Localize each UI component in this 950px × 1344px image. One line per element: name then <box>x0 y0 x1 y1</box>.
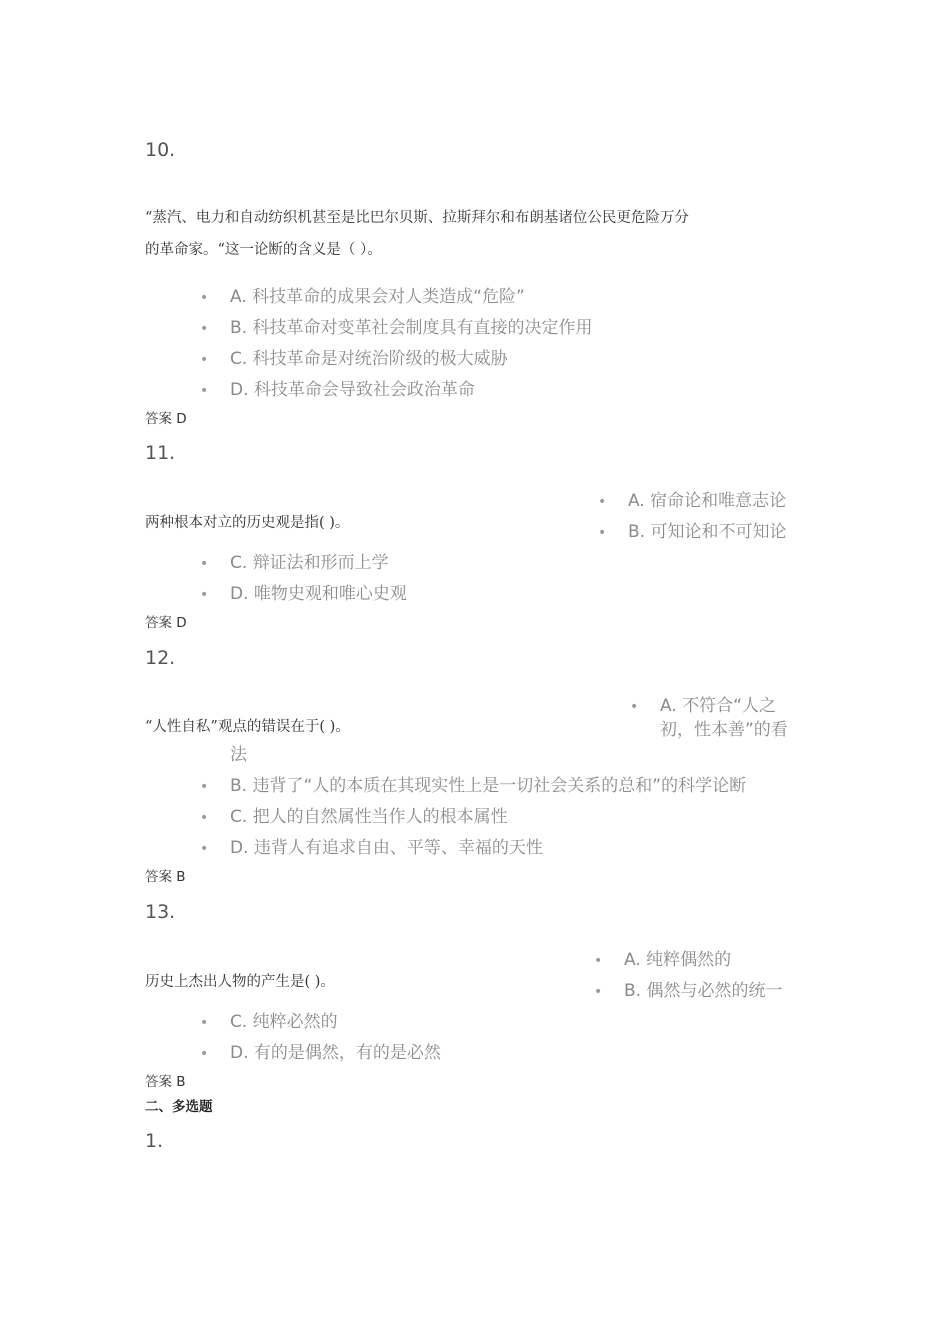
option-label: C. 把人的自然属性当作人的根本属性 <box>230 807 508 827</box>
option-label: C. 科技革命是对统治阶级的极大威胁 <box>230 349 508 369</box>
question-number: 1. <box>145 1130 164 1152</box>
bullet-icon: • <box>200 841 209 857</box>
bullet-icon: • <box>200 587 209 603</box>
bullet-icon: • <box>200 556 209 572</box>
bullet-icon: • <box>598 525 607 541</box>
bullet-icon: • <box>630 699 639 715</box>
option-item <box>200 579 407 604</box>
bullet-icon: • <box>200 1015 209 1031</box>
bullet-icon: • <box>200 383 209 399</box>
option-label: D. 有的是偶然，有的是必然 <box>230 1043 441 1063</box>
option-item <box>200 833 543 858</box>
option-label: B. 科技革命对变革社会制度具有直接的决定作用 <box>230 318 593 338</box>
option-item <box>200 344 508 369</box>
option-item <box>200 802 508 827</box>
question-stem: 两种根本对立的历史观是指( )。 <box>145 515 350 531</box>
bullet-icon: • <box>598 494 607 510</box>
option-item <box>598 486 786 511</box>
option-item <box>598 517 786 542</box>
answer-label: 答案 D <box>145 411 187 427</box>
question-stem: “蒸汽、电力和自动纺织机甚至是比巴尔贝斯、拉斯拜尔和布朗基诸位公民更危险万分 <box>145 210 689 226</box>
answer-label: 答案 B <box>145 869 186 885</box>
bullet-icon: • <box>594 953 603 969</box>
question-stem: 历史上杰出人物的产生是( )。 <box>145 974 335 990</box>
option-label-wrap: 初，性本善”的看 <box>660 720 788 740</box>
option-label: D. 违背人有追求自由、平等、幸福的天性 <box>230 838 543 858</box>
option-item <box>200 375 475 400</box>
option-label: D. 科技革命会导致社会政治革命 <box>230 380 475 400</box>
question-stem: 的革命家。“这一论断的含义是（ ）。 <box>145 242 382 258</box>
option-label: D. 唯物史观和唯心史观 <box>230 584 407 604</box>
answer-label: 答案 D <box>145 615 187 631</box>
option-label: B. 违背了“人的本质在其现实性上是一切社会关系的总和”的科学论断 <box>230 776 747 796</box>
question-stem: “人性自私”观点的错误在于( )。 <box>145 719 350 735</box>
option-item <box>200 771 746 796</box>
option-label: A. 宿命论和唯意志论 <box>628 491 787 511</box>
option-item <box>200 1038 441 1063</box>
option-item <box>200 548 389 573</box>
option-label: B. 可知论和不可知论 <box>628 522 787 542</box>
bullet-icon: • <box>200 779 209 795</box>
question-number: 12. <box>145 647 176 669</box>
bullet-icon: • <box>200 290 209 306</box>
question-number: 13. <box>145 901 176 923</box>
option-label: A. 科技革命的成果会对人类造成“危险” <box>230 287 525 307</box>
option-label-wrap: 法 <box>230 745 247 765</box>
option-item <box>200 282 525 307</box>
option-item <box>630 691 776 716</box>
section-title: 二、多选题 <box>145 1099 213 1115</box>
option-label: A. 不符合“人之 <box>660 696 776 716</box>
option-item <box>594 976 782 1001</box>
option-label: C. 纯粹必然的 <box>230 1012 338 1032</box>
option-item <box>200 1007 338 1032</box>
answer-label: 答案 B <box>145 1074 186 1090</box>
bullet-icon: • <box>200 352 209 368</box>
question-number: 10. <box>145 139 176 161</box>
option-label: C. 辩证法和形而上学 <box>230 553 389 573</box>
option-item <box>200 313 592 338</box>
bullet-icon: • <box>200 321 209 337</box>
option-label: A. 纯粹偶然的 <box>624 950 732 970</box>
bullet-icon: • <box>200 810 209 826</box>
bullet-icon: • <box>200 1046 209 1062</box>
question-number: 11. <box>145 442 176 464</box>
bullet-icon: • <box>594 984 603 1000</box>
option-label: B. 偶然与必然的统一 <box>624 981 783 1001</box>
option-item <box>594 945 731 970</box>
